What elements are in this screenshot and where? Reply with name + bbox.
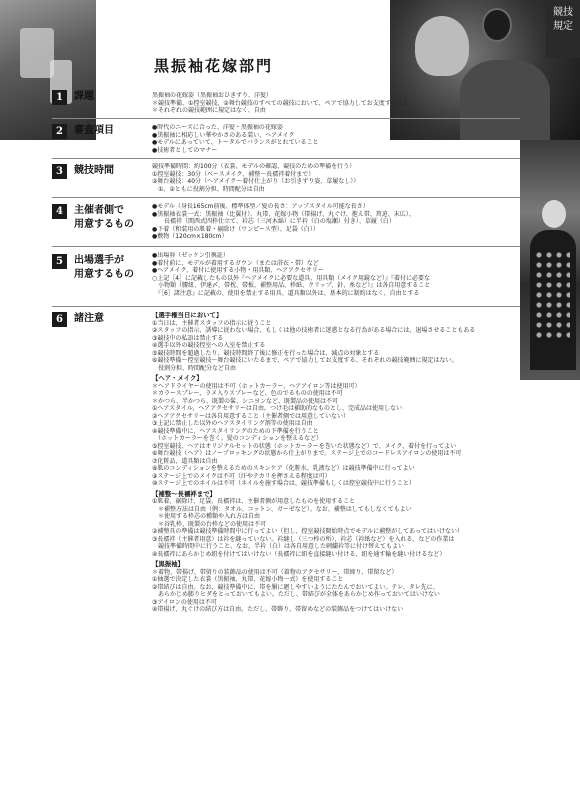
section-2-body: [152, 124, 522, 154]
body-line: ＊競技準備、①控室競技、②舞台競技のすべての競技において、ペアで協力してお支度すること: [152, 99, 409, 107]
body-line: ②帯結びは自由。なお、競技準備中に、帯を胴に廻しやすいようにたたんでおいてよい。テレ、タレ先に、: [152, 583, 439, 591]
body-line: ＊補整方法は自由（例：タオル、コットン、ガーゼなど）。なお、補整はしてもしなくてもよい: [152, 505, 412, 513]
body-line: ⑦化粧品、道具類は自由: [152, 457, 218, 465]
body-line: あらかじめ膨りヒダをとっておいてもよい。ただし、帯結びが全体をあらかじめ作っておいてはいけない: [152, 591, 440, 598]
body-line: ⑥競技準備～控室競技～舞台競技にいたるまで、ペアで協力してお支度する。それぞれの競技範囲に規定はない。: [152, 357, 458, 364]
body-line: ④選手以外の競技控室への入室を禁止する: [152, 342, 266, 349]
subsection-heading: 【選手権当日において】: [152, 312, 223, 319]
section-divider: [52, 246, 520, 247]
body-line: ＊谷乳枠、既製の台枠などの使用は不可: [152, 520, 267, 528]
section-divider: [52, 158, 520, 159]
body-line: ●黒振袖衣裳一式：黒振袖（比翼付）、丸帯、花嫁小物（帯揚げ、丸ぐけ、抱え帯、筥迫、末広）、: [152, 210, 415, 218]
section-label: 競技時間: [74, 165, 114, 176]
body-line: 競技準備時間中に行うこと。なお、半衿（白）は各自用意した刺繍衿等に付け替えてもよい: [152, 543, 405, 550]
body-line: ④競技準備中に、ヘアスタイリングのための下準備を行うこと: [152, 427, 319, 435]
section-1-body: [152, 92, 522, 115]
body-line: ●出場券（ゼッケン引換証）: [152, 252, 229, 259]
body-line: ＊着物、帯揚げ、帯留りの装飾品の使用は不可（着物のアクセサリー、帯締り、帯留など）: [152, 568, 398, 576]
section-3-body: [152, 163, 522, 193]
body-line: ●モデル（身長165cm前後、標準体型／髪の長さ：アップスタイル可能な長さ）: [152, 203, 369, 210]
body-line: 長襦袢（関西式四枠仕立て、衿芯（三河木綿）に半衿（白の塩瀬）付き）、草履（白）: [152, 218, 395, 225]
section-number: 2: [52, 124, 67, 139]
body-line: ④長襦袢にあらかじめ紐を付けてはいけない（長襦袢に紐を直接縫い付ける、紐を通す輪を縫い付けるなど）: [152, 550, 446, 558]
section-divider: [52, 197, 520, 198]
section-label: 課題: [74, 91, 94, 102]
section-number: 1: [52, 90, 67, 105]
header-photo-left: [0, 0, 96, 140]
body-line: ○上記［4］に記載したもの以外『ヘアメイクに必要な道具、用具類（メイク用鏡など）』『着付に必要な: [152, 274, 431, 282]
body-line: ＊かつら、半かつら、既製の髷、シニヨンなど、既製品の使用は不可: [152, 397, 339, 405]
tab-line-1: 競技: [553, 7, 573, 18]
tab-line-2: 規定: [553, 21, 573, 32]
section-label-line: 主催者側で: [74, 205, 124, 216]
body-line: ＊カラースプレー、ラメ入りスプレーなど、色のでるものの使用は不可: [152, 390, 343, 397]
page-title: 黒振袖花嫁部門: [154, 57, 274, 75]
body-line: ⑥舞台競技（ヘア）はノーブロッキングの状態から仕上がりまで。ステージ上でのコードレスアイロンの使用は不可: [152, 450, 462, 457]
body-line: ②舞台競技：40分（ヘアメイク～着付仕上がり（お引きずり姿、草履なし））: [152, 178, 360, 185]
body-line: 『［6］諸注意』に記載の、使用を禁止する用具、道具類以外は、基本的に制約はなく、自由とする: [152, 289, 420, 297]
stylist-figure: [482, 8, 512, 42]
body-line: ①ヘアスタイル、ヘアアクセサリーは自由。つけ毛は補助的なものとし、完成品は使用しない: [152, 405, 403, 412]
body-line: ●技術者としてのマナー: [152, 146, 218, 154]
section-number: 3: [52, 164, 67, 179]
section-5-body: [152, 252, 522, 297]
section-6-body: [152, 312, 572, 614]
body-line: 役割分担、時間配分など自由: [152, 364, 237, 372]
body-line: ⑩ステージ上でのネイルは不可（ネイルを施す場合は、競技準備もしくは控室競技中に行うこと）: [152, 480, 415, 487]
body-line: ②補整具の準備は競技準備時間中に行ってよい（但し、控室競技開始時点でモデルに補整がしてあってはいけない）: [152, 528, 464, 535]
body-line: ①抽選で決定した衣裳（黒振袖、丸帯、花嫁小物一式）を使用すること: [152, 576, 344, 583]
section-label: 審査項目: [74, 125, 114, 136]
section-divider: [52, 306, 520, 307]
body-line: ●時代のニーズに合った、洋髪・黒振袖の花嫁姿: [152, 124, 283, 131]
body-line: ●敷物（120cm×180cm）: [152, 233, 228, 240]
body-line: ＊それぞれの競技範囲に規定はなく、自由: [152, 107, 266, 114]
body-line: ●下着（和装用の肌着・裾除け（ワンピース型）、足袋（白））: [152, 225, 319, 233]
body-line: （ホットカーラーを巻く。髪のコンディションを整えるなど）: [152, 435, 323, 442]
body-line: ●モデルにあっていて、トータルでバランスがとれていること: [152, 139, 319, 146]
body-line: ●黒振袖に相応しい華やかさのある装い、ヘアメイク: [152, 131, 295, 139]
subsection-heading: 【黒振袖】: [152, 560, 184, 568]
section-label-line: 用意するもの: [74, 219, 134, 230]
body-line: ③競技中の私語は禁止する: [152, 334, 224, 342]
bride-face: [542, 200, 566, 228]
section-label: [74, 254, 134, 282]
section-number: 5: [52, 254, 67, 269]
body-line: ●ヘアメイク、着付に使用する小物・用具類、ヘアアクセサリー: [152, 267, 324, 274]
studio-light-shape: [20, 28, 54, 78]
body-line: ④帯揚げ、丸ぐけの結び方は自由。ただし、帯飾り、帯留めなどの装飾品をつけてはいけない: [152, 606, 404, 613]
body-line: 黒振袖の花嫁姿（黒振袖おひきずり、洋髪）: [152, 92, 273, 99]
model-figure: [415, 16, 469, 76]
body-line: ①当日は、主催者スタッフの指示に従うこと: [152, 319, 272, 327]
section-number: 4: [52, 204, 67, 219]
body-line: ②ヘアアクセサリーは各自用意すること（主催者側では用意していない）: [152, 412, 350, 420]
section-label-line: 用意するもの: [74, 269, 134, 280]
section-4-body: [152, 203, 522, 241]
section-divider: [52, 118, 520, 119]
section-label-line: 出場選手が: [74, 255, 124, 266]
category-tab: [546, 0, 580, 58]
section-label: [74, 204, 134, 232]
body-line: ＊使用する枠芯の種類や入れ方は自由: [152, 513, 261, 520]
subsection-heading: 【補整～長襦袢まで】: [152, 489, 216, 498]
body-line: ⑤控室競技、ヘアはオリジナルセットの状態（ホットカーラーを巻いた状態など）で、メイク、着付を行ってよい: [152, 442, 457, 450]
body-line: ①肌着、裾除け、足袋、長襦袢は、主催者側が用意したものを使用すること: [152, 498, 356, 505]
header-photo-band: [0, 0, 580, 140]
body-line: ●着付前に、モデルが着用するガウン（または浴衣・帯）など: [152, 259, 319, 267]
body-line: ③アイロンの使用は不可: [152, 598, 217, 606]
body-line: ②スタッフの指示、誘導に従わない場合、もしくは他の技術者に迷惑となる行為がある場合には、退場させることもある: [152, 327, 476, 334]
body-line: ①、②ともに役割分担、時間配分は自由: [152, 185, 265, 193]
body-line: ⑤競技時間を超過したり、競技時間終了後に修正を行った場合は、減点の対象とする: [152, 349, 380, 357]
body-line: ⑨ステージ上でのメイクは不可（汗やテカリを押さえる程度は可）: [152, 472, 331, 480]
body-line: ⑧肌のコンディションを整えるためのスキンケア（化粧水、乳液など）は競技準備中に行ってよい: [152, 465, 415, 472]
body-line: ①控室競技：30分（ベースメイク、補整～長襦袢着付まで）: [152, 170, 315, 178]
section-number: 6: [52, 312, 67, 327]
subsection-heading: 【ヘア・メイク】: [152, 374, 203, 382]
body-line: 競技準備時間：約100分（衣裳、モデルの確認、競技のための準備を行う）: [152, 163, 356, 170]
body-line: ③上記に禁止した以外のヘアスタイリング剤等の使用は自由: [152, 420, 313, 427]
body-line: ③長襦袢（主催者用意）は衿を縫っていない。衿縫し（三つ枠の所）、衿芯（衿紙など）を入れる、などの作業は: [152, 535, 455, 543]
body-line: 小物類（腰紐、伊達〆、帯枕、帯板、補整用品、枠紙、クリップ、針、糸など）』は各自用意すること: [152, 282, 431, 289]
section-label: 諸注意: [74, 313, 104, 324]
body-line: ＊ヘアドライヤーの使用は不可（ホットカーラー、ヘアアイロン等は使用可）: [152, 382, 361, 390]
